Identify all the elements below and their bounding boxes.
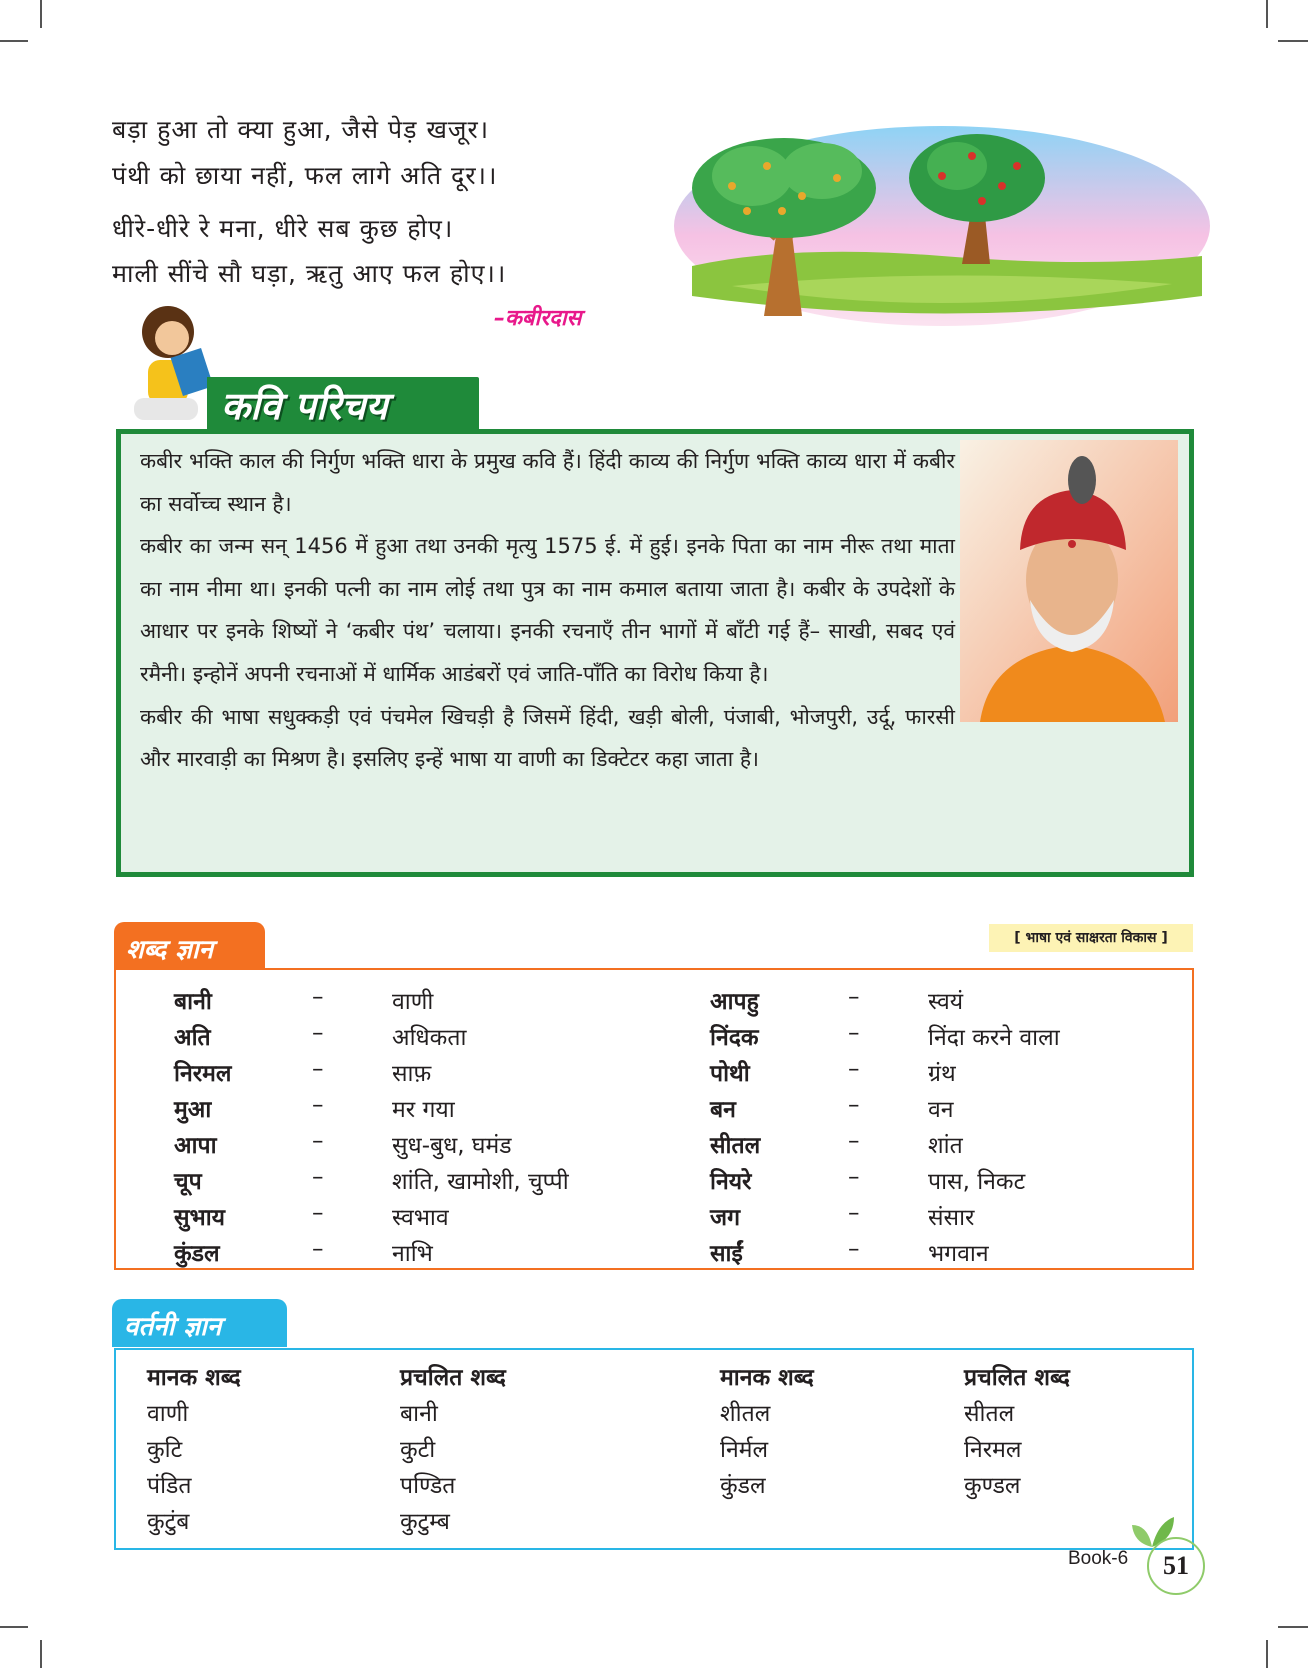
kavi-paragraph-1: कबीर भक्ति काल की निर्गुण भक्ति धारा के प्रमुख कवि हैं। हिंदी काव्य की निर्गुण भक्ति काव्य धारा में कबीर का सर्वोच्च स्थान है। [140, 449, 955, 516]
crop-mark [0, 40, 28, 42]
glossary-word: नियरे [710, 1169, 752, 1195]
glossary-dash: – [848, 1236, 860, 1262]
glossary-meaning: ग्रंथ [928, 1061, 956, 1087]
glossary-dash: – [312, 984, 324, 1010]
glossary-dash: – [848, 1020, 860, 1046]
glossary-dash: – [312, 1236, 324, 1262]
glossary-meaning: स्वयं [928, 989, 964, 1015]
kavi-paragraph-3: कबीर की भाषा सधुक्कड़ी एवं पंचमेल खिचड़ी है जिसमें हिंदी, खड़ी बोली, पंजाबी, भोजपुरी, उर्दू, फारसी और मारवाड़ी का मिश्रण है। इसलिए इन्हें भाषा या वाणी का डिक्टेटर कहा जाता है। [140, 704, 955, 772]
glossary-dash: – [312, 1200, 324, 1226]
vartani-gyan-title: वर्तनी ज्ञान [124, 1312, 222, 1342]
vartani-item: कुटि [147, 1437, 183, 1463]
vartani-item: सीतल [964, 1401, 1015, 1427]
vartani-column-1 [147, 1360, 241, 1540]
vartani-column-3 [720, 1360, 814, 1504]
glossary-word: आपा [174, 1133, 217, 1159]
glossary-word: मुआ [174, 1097, 212, 1123]
glossary-word: बन [710, 1097, 736, 1123]
poem-author: –कबीरदास [494, 306, 582, 331]
glossary-meaning: शांति, खामोशी, चुप्पी [392, 1169, 569, 1195]
poem-line-3: धीरे-धीरे रे मना, धीरे सब कुछ होए। [112, 214, 454, 243]
shabd-gyan-tab [114, 922, 265, 970]
vartani-column-4 [964, 1360, 1070, 1504]
glossary-word: निंदक [710, 1025, 759, 1051]
book-label: Book-6 [1068, 1548, 1129, 1569]
bhasha-saksharta-tag: [ भाषा एवं साक्षरता विकास ] [989, 924, 1193, 952]
vartani-item: कुटुंब [147, 1509, 190, 1535]
glossary-dash: – [312, 1020, 324, 1046]
glossary-meaning: मर गया [392, 1097, 455, 1123]
glossary-meaning: अधिकता [392, 1025, 467, 1051]
page-number: 51 [1147, 1537, 1205, 1595]
kavi-parichay-title: कवि परिचय [221, 384, 388, 428]
crop-mark [1278, 1626, 1308, 1628]
glossary-dash: – [312, 1128, 324, 1154]
vartani-item: वाणी [147, 1401, 189, 1427]
kavi-parichay-tab [207, 377, 479, 431]
vartani-header: प्रचलित शब्द [400, 1365, 506, 1391]
vartani-item: पण्डित [400, 1473, 456, 1499]
glossary-meaning: स्वभाव [392, 1205, 449, 1231]
glossary-word: साईं [710, 1241, 743, 1267]
vartani-item: कुटी [400, 1437, 436, 1463]
vartani-header: मानक शब्द [720, 1365, 814, 1391]
glossary-meaning: साफ़ [392, 1061, 432, 1087]
glossary-dash: – [312, 1164, 324, 1190]
glossary-meaning: पास, निकट [928, 1169, 1026, 1195]
glossary-meaning: निंदा करने वाला [928, 1025, 1060, 1051]
shabd-gyan-title: शब्द ज्ञान [126, 935, 214, 965]
poem-line-4: माली सींचे सौ घड़ा, ऋतु आए फल होए।। [112, 259, 507, 288]
glossary-dash: – [848, 1200, 860, 1226]
glossary-meaning: शांत [928, 1133, 963, 1159]
vartani-item: शीतल [720, 1401, 771, 1427]
crop-mark [1278, 40, 1308, 42]
glossary-word: आपहु [710, 989, 759, 1015]
kavi-paragraph-2: कबीर का जन्म सन् 1456 में हुआ तथा उनकी मृत्यु 1575 ई. में हुई। इनके पिता का नाम नीरू तथा माता का नाम नीमा था। इनकी पत्नी का नाम लोई तथा पुत्र का नाम कमाल बताया जाता है। कबीर के उपदेशों के आधार पर इनके शिष्यों ने ‘कबीर पंथ’ चलाया। इनकी रचनाएँ तीन भागों में बाँटी गई हैं– साखी, सबद एवं रमैनी। इन्होनें अपनी रचनाओं में धार्मिक आडंबरों एवं जाति-पाँति का विरोध किया है। [140, 534, 955, 686]
vartani-item: कुंडल [720, 1473, 766, 1499]
glossary-meaning: भगवान [928, 1241, 989, 1267]
vartani-item: बानी [400, 1401, 438, 1427]
vartani-header: मानक शब्द [147, 1365, 241, 1391]
vartani-gyan-tab [112, 1299, 287, 1347]
glossary-word: निरमल [174, 1061, 232, 1087]
kavi-parichay-text [140, 440, 955, 781]
poem-line-2: पंथी को छाया नहीं, फल लागे अति दूर।। [112, 161, 498, 190]
glossary-meaning: नाभि [392, 1241, 433, 1267]
vartani-column-2 [400, 1360, 506, 1540]
vartani-item: कुटुम्ब [400, 1509, 450, 1535]
crop-mark [1266, 0, 1268, 28]
vartani-item: कुण्डल [964, 1473, 1021, 1499]
glossary-dash: – [848, 1128, 860, 1154]
kabir-portrait [960, 440, 1178, 722]
glossary-dash: – [312, 1056, 324, 1082]
vartani-item: निर्मल [720, 1437, 769, 1463]
glossary-word: बानी [174, 989, 212, 1015]
shabd-gyan-box [114, 968, 1194, 1270]
glossary-dash: – [312, 1092, 324, 1118]
glossary-word: सुभाय [174, 1205, 226, 1231]
vartani-item: निरमल [964, 1437, 1022, 1463]
glossary-dash: – [848, 1056, 860, 1082]
glossary-meaning: वन [928, 1097, 954, 1123]
vartani-item: पंडित [147, 1473, 192, 1499]
glossary-word: अति [174, 1025, 211, 1051]
glossary-word: जग [710, 1205, 741, 1231]
crop-mark [0, 1626, 28, 1628]
tree-illustration [672, 116, 1212, 326]
glossary-word: पोथी [710, 1061, 750, 1087]
glossary-word: सीतल [710, 1133, 761, 1159]
crop-mark [40, 0, 42, 28]
crop-mark [1266, 1640, 1268, 1668]
glossary-dash: – [848, 984, 860, 1010]
glossary-meaning: संसार [928, 1205, 975, 1231]
glossary-meaning: वाणी [392, 989, 434, 1015]
glossary-word: चूप [174, 1169, 202, 1195]
crop-mark [40, 1640, 42, 1668]
vartani-header: प्रचलित शब्द [964, 1365, 1070, 1391]
poem-line-1: बड़ा हुआ तो क्या हुआ, जैसे पेड़ खजूर। [112, 115, 490, 144]
glossary-meaning: सुध-बुध, घमंड [392, 1133, 512, 1159]
glossary-dash: – [848, 1092, 860, 1118]
glossary-word: कुंडल [174, 1241, 220, 1267]
glossary-dash: – [848, 1164, 860, 1190]
